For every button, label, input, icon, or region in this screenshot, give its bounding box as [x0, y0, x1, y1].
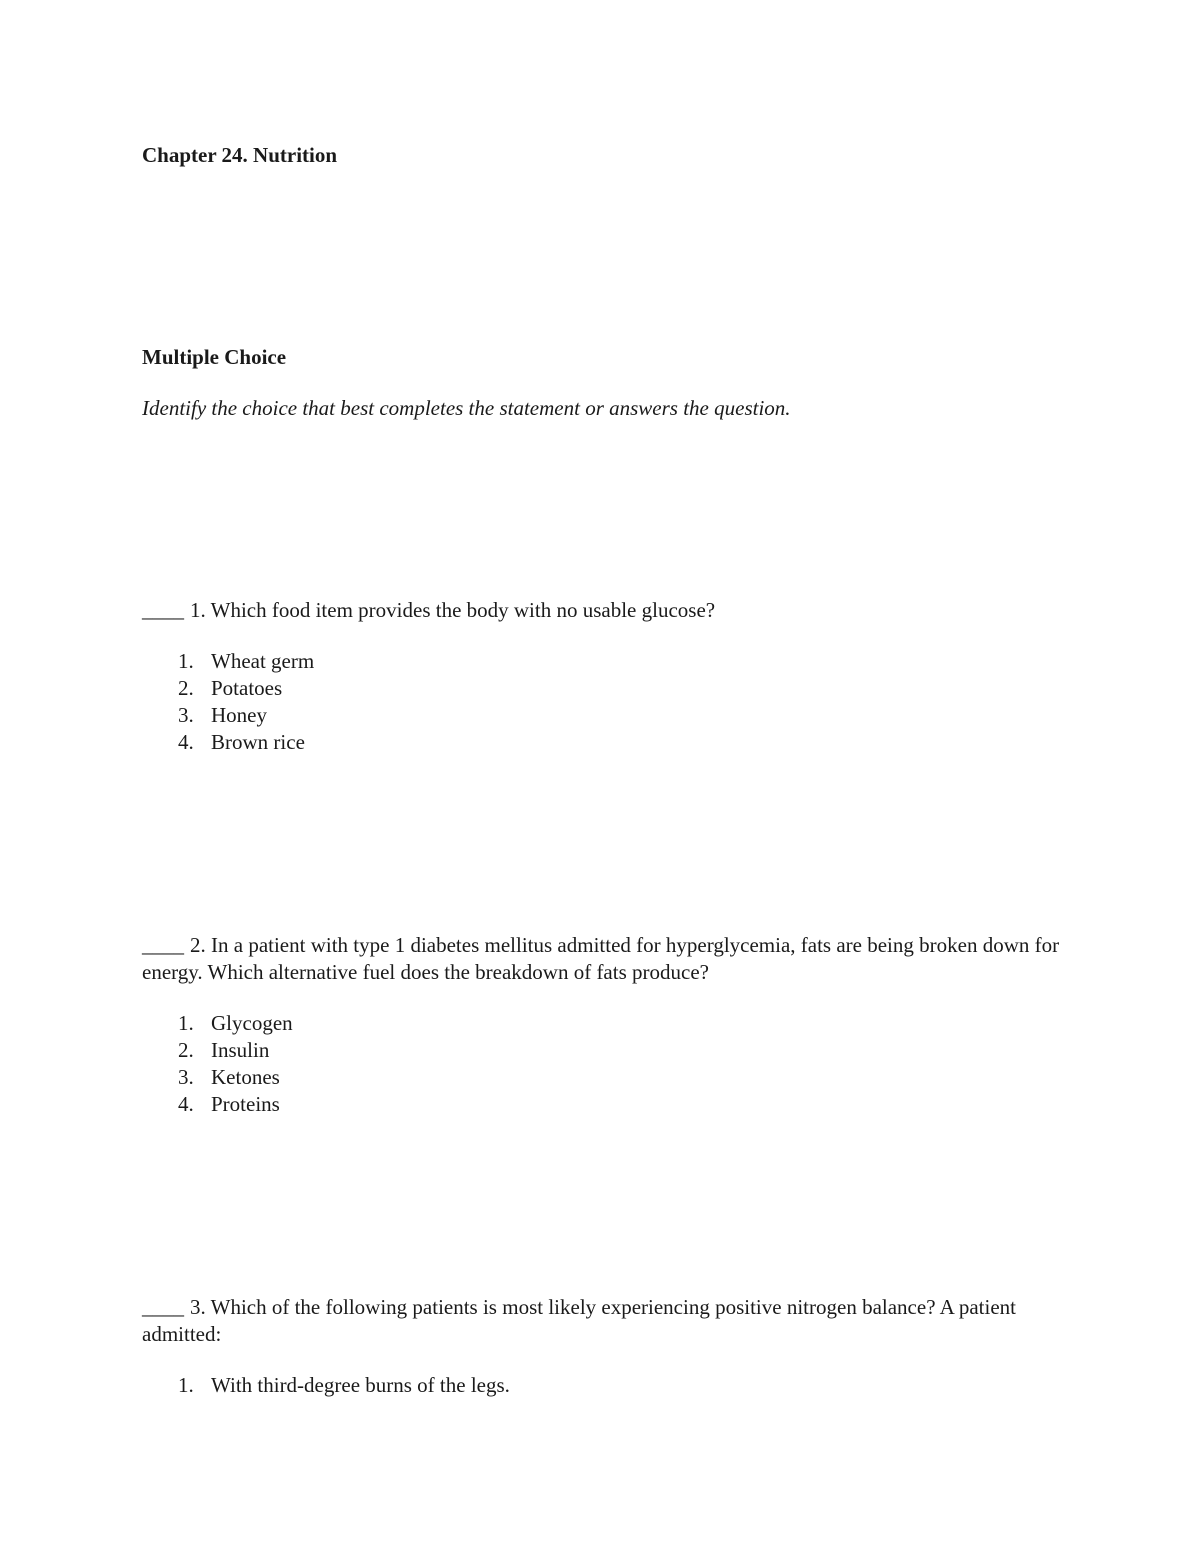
- choice-item: [178, 675, 314, 702]
- chapter-title: Chapter 24. Nutrition: [142, 143, 338, 167]
- choice-text: Brown rice: [211, 730, 305, 754]
- choice-number: 3.: [178, 1065, 194, 1089]
- question-3: [142, 1294, 1062, 1348]
- choice-list-3: [178, 1372, 510, 1399]
- choice-list-2: [178, 1010, 293, 1118]
- question-2: [142, 932, 1062, 986]
- choice-item: [178, 1372, 510, 1399]
- instructions-text: Identify the choice that best completes the statement or answers the question.: [142, 396, 791, 420]
- choice-text: Potatoes: [211, 676, 283, 700]
- choice-list-1: [178, 648, 314, 756]
- question-1: [142, 597, 1062, 624]
- choice-number: 3.: [178, 703, 194, 727]
- choice-number: 4.: [178, 1092, 194, 1116]
- choice-item: [178, 702, 314, 729]
- choice-number: 1.: [178, 649, 194, 673]
- choice-number: 1.: [178, 1373, 194, 1397]
- choice-text: Glycogen: [211, 1011, 293, 1035]
- question-text: 1. Which food item provides the body with no usable glucose?: [190, 598, 716, 622]
- choice-number: 2.: [178, 1038, 194, 1062]
- choice-item: [178, 1091, 293, 1118]
- choice-text: Ketones: [211, 1065, 280, 1089]
- choice-number: 2.: [178, 676, 194, 700]
- question-text: 3. Which of the following patients is most likely experiencing positive nitrogen balance? A patient admitted:: [142, 1295, 1017, 1346]
- answer-blank: ____: [142, 1295, 184, 1319]
- choice-item: [178, 1010, 293, 1037]
- choice-number: 4.: [178, 730, 194, 754]
- choice-text: Wheat germ: [211, 649, 315, 673]
- choice-text: Proteins: [211, 1092, 280, 1116]
- choice-item: [178, 729, 314, 756]
- choice-text: Honey: [211, 703, 267, 727]
- answer-blank: ____: [142, 933, 184, 957]
- choice-text: Insulin: [211, 1038, 270, 1062]
- choice-number: 1.: [178, 1011, 194, 1035]
- question-text: 2. In a patient with type 1 diabetes mellitus admitted for hyperglycemia, fats are being broken down for energy. Which alternative fuel does the breakdown of fats produce?: [142, 933, 1060, 984]
- choice-item: [178, 648, 314, 675]
- section-title: Multiple Choice: [142, 345, 287, 369]
- choice-item: [178, 1064, 293, 1091]
- choice-text: With third-degree burns of the legs.: [211, 1373, 510, 1397]
- answer-blank: ____: [142, 598, 184, 622]
- choice-item: [178, 1037, 293, 1064]
